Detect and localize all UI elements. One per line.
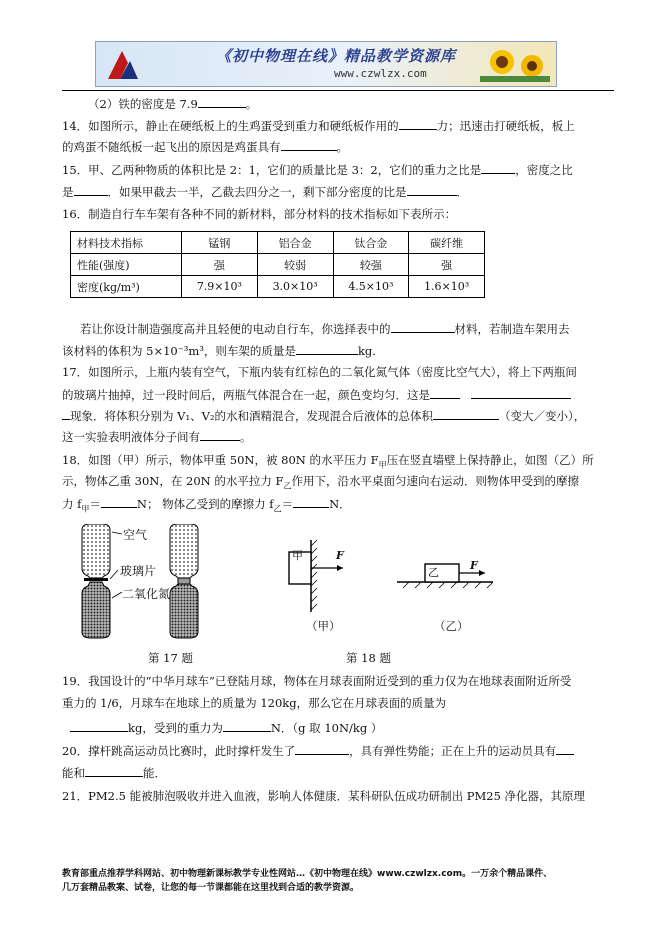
sunflower-icon [480,46,550,82]
question-17-line1: 17．如图所示，上瓶内装有空气，下瓶内装有红棕色的二氧化氮气体（密度比空气大），将上下两瓶间 [62,365,577,379]
figure-18-yi [395,558,495,592]
label-air: 空气 [123,528,148,542]
question-13-part2: （2）铁的密度是 7.9 。 [88,97,258,111]
table-cell: 较弱 [257,254,333,276]
table-header-cell: 钛合金 [333,232,409,254]
question-15-line1: 15．甲、乙两种物质的体积比是 2：1，它们的质量比是 3：2，它们的重力之比是 ，密度之比 [62,163,573,177]
table-header-row [71,232,485,254]
caption-figure-18: 第 18 题 [346,651,391,665]
caption-jia: （甲） [306,619,341,633]
site-logo [102,45,142,83]
question-16-line1: 16．制造自行车车架有各种不同的新材料，部分材料的技术指标如下表所示： [62,207,457,221]
table-header-cell: 碳纤维 [409,232,485,254]
force-jia-label: F [336,549,344,562]
table-cell: 较强 [333,254,409,276]
question-19-line3: kg，受到的重力为 N．（g 取 10N/kg ） [70,719,382,736]
question-14-line1: 14．如图所示，静止在硬纸板上的生鸡蛋受到重力和硬纸板作用的 力；迅速击打硬纸板，板上 [62,119,575,133]
question-15-line2: 是 ．如果甲截去一半，乙截去四分之一，剩下部分密度的比是 ． [62,185,468,199]
question-16-line2: 若让你设计制造强度高并且轻便的电动自行车，你选择表中的 材料，若制造车架用去 [80,322,570,336]
table-row [71,254,485,276]
materials-table [70,231,485,298]
caption-figure-17: 第 17 题 [148,651,193,665]
question-19-line2: 重力的 1/6，月球车在地球上的质量为 120kg，那么它在月球表面的质量为 [62,696,447,710]
table-cell: 性能(强度) [71,254,182,276]
header-rule [62,90,614,91]
table-cell: 3.0×10³ [257,276,333,298]
label-glass-plate: 玻璃片 [120,564,157,578]
question-17-line4: 这一实验表明液体分子间有 。 [62,430,252,444]
table-cell: 7.9×10³ [182,276,258,298]
table-header-cell: 材料技术指标 [71,232,182,254]
banner-url[interactable]: www.czwlzx.com [334,67,427,80]
question-18-line1: 18．如图（甲）所示，物体甲重 50N，被 80N 的水平压力 $F_甲$压在竖直墙壁上保持静止，如图（乙）所 [62,453,594,470]
block-yi-label: 乙 [428,566,439,579]
question-14-line2: 的鸡蛋不随纸板一起飞出的原因是鸡蛋具有 。 [62,140,348,154]
figure-17-bottles [78,524,218,642]
question-20-line1: 20．撑杆跳高运动员比赛时，此时撑杆发生了 ，具有弹性势能；正在上升的运动员具有 [62,742,574,759]
force-yi-label: F [470,559,478,572]
question-18-line3: 力 $f_甲= N$； 物体乙受到的摩擦力 $f_乙= N$． [62,497,351,514]
question-19-line1: 19．我国设计的“中华月球车”已登陆月球，物体在月球表面附近受到的重力仅为在地球表面附近所受 [62,674,572,688]
question-20-line2: 能和 能． [62,766,166,780]
banner-title: 《初中物理在线》精品教学资源库 [216,47,457,65]
block-jia-label: 甲 [292,549,303,562]
footer-line2: 几万套精品教案、试卷，让您的每一节课都能在这里找到合适的教学资源。 [62,883,360,893]
question-17-line3: 现象．将体积分别为 V₁、V₂的水和酒精混合，发现混合后液体的总体积 （变大／变小）， [62,407,585,424]
question-18-line2: 示，物体乙重 30N，在 20N 的水平拉力 $F_乙$作用下，沿水平桌面匀速向右运动．则物体甲受到的摩擦 [62,474,579,491]
table-row [71,276,485,298]
header-banner [95,41,557,87]
footer-line1: 教育部重点推荐学科网站、初中物理新课标教学专业性网站…《初中物理在线》www.czwlzx.com。一万余个精品课件、 [62,869,553,879]
question-16-line3: 该材料的体积为 5×10⁻³m³，则车架的质量是 kg. [62,344,376,358]
question-21-line1: 21．PM2.5 能被肺泡吸收并进入血液，影响人体健康．某科研队伍成功研制出 PM25 净化器，其原理 [62,789,586,803]
table-header-cell: 锰钢 [182,232,258,254]
table-cell: 强 [409,254,485,276]
caption-yi: （乙） [434,619,469,633]
table-cell: 密度(kg/m³) [71,276,182,298]
label-no2: 二氧化氮 [122,587,171,601]
table-header-cell: 铝合金 [257,232,333,254]
table-cell: 强 [182,254,258,276]
question-17-line2: 的玻璃片抽掉，过一段时间后，两瓶气体混合在一起，颜色变均匀．这是 [62,386,571,403]
table-cell: 4.5×10³ [333,276,409,298]
table-cell: 1.6×10³ [409,276,485,298]
